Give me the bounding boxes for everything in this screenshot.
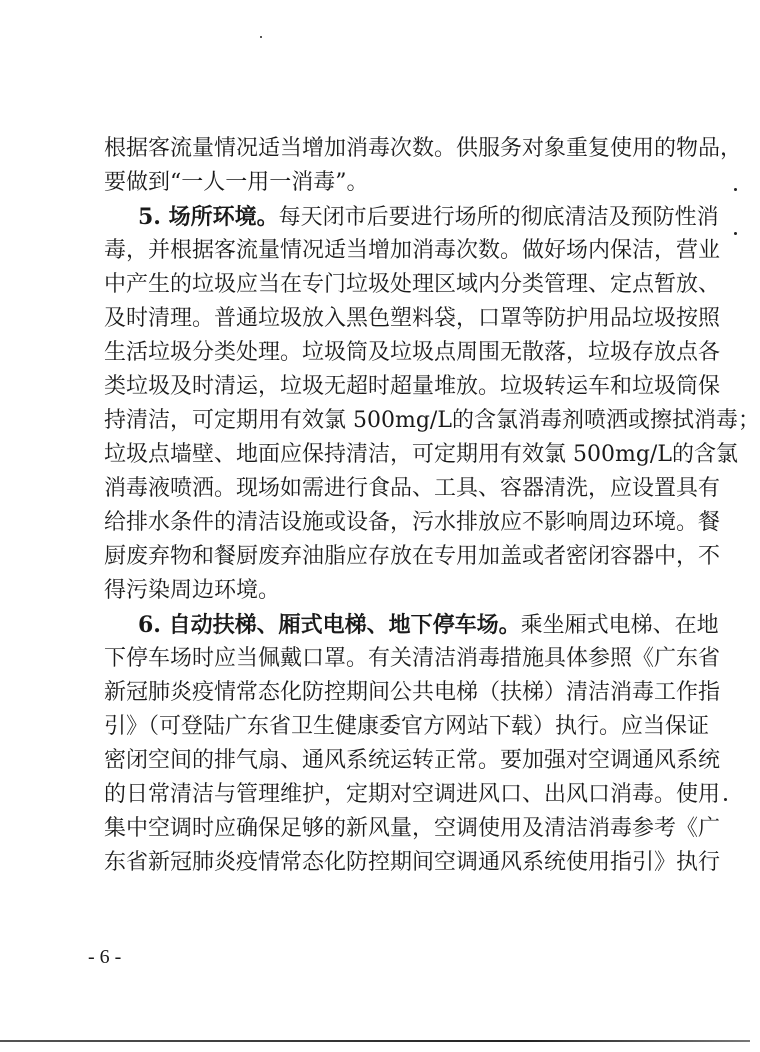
text-line: 及时清理。普通垃圾放入黑色塑料袋，口罩等防护用品垃圾按照	[104, 306, 721, 331]
section-5-heading-line: 5. 场所环境。每天闭市后要进行场所的彻底清洁及预防性消	[138, 204, 719, 230]
text-line: 引》（可登陆广东省卫生健康委官方网站下载）执行。应当保证	[104, 714, 710, 739]
text-line: 消毒液喷洒。现场如需进行食品、工具、容器清洗，应设置具有	[104, 476, 721, 501]
text-line: 生活垃圾分类处理。垃圾筒及垃圾点周围无散落，垃圾存放点各	[104, 340, 721, 365]
text-line: 类垃圾及时清运，垃圾无超时超量堆放。垃圾转运车和垃圾筒保	[104, 374, 721, 399]
text-line: 下停车场时应当佩戴口罩。有关清洁消毒措施具体参照《广东省	[104, 646, 721, 671]
text-line: 垃圾点墙壁、地面应保持清洁，可定期用有效氯 500mg/L的含氯	[104, 442, 738, 467]
scan-speck	[734, 188, 737, 191]
bottom-scan-edge	[0, 1040, 750, 1042]
text-line: 给排水条件的清洁设施或设备，污水排放应不影响周边环境。餐	[104, 510, 721, 535]
text-line: 要做到“一人一用一消毒”。	[104, 170, 369, 195]
scan-speck	[724, 798, 727, 801]
section-6-heading-line: 6. 自动扶梯、厢式电梯、地下停车场。乘坐厢式电梯、在地	[138, 612, 719, 638]
scan-speck	[734, 232, 737, 235]
text-line: 毒，并根据客流量情况适当增加消毒次数。做好场内保洁，营业	[104, 238, 721, 263]
scan-speck	[260, 36, 262, 38]
text-line: 中产生的垃圾应当在专门垃圾处理区域内分类管理、定点暂放、	[104, 272, 721, 297]
section-5-heading: 5. 场所环境。	[138, 204, 279, 230]
text-line: 持清洁，可定期用有效氯 500mg/L的含氯消毒剂喷洒或擦拭消毒；	[104, 408, 760, 433]
text-line: 得污染周边环境。	[104, 578, 281, 603]
section-6-heading: 6. 自动扶梯、厢式电梯、地下停车场。	[138, 612, 521, 638]
text-line: 密闭空间的排气扇、通风系统运转正常。要加强对空调通风系统	[104, 748, 721, 773]
page-number: - 6 -	[88, 946, 122, 968]
text-line: 东省新冠肺炎疫情常态化防控期间空调通风系统使用指引》执行	[104, 850, 721, 875]
text-line: 集中空调时应确保足够的新风量，空调使用及清洁消毒参考《广	[104, 816, 721, 841]
text-line: 厨废弃物和餐厨废弃油脂应存放在专用加盖或者密闭容器中，不	[104, 544, 721, 569]
text-line: 的日常清洁与管理维护，定期对空调进风口、出风口消毒。使用	[104, 782, 721, 807]
text-line: 新冠肺炎疫情常态化防控期间公共电梯（扶梯）清洁消毒工作指	[104, 680, 721, 705]
text-line: 根据客流量情况适当增加消毒次数。供服务对象重复使用的物品，	[104, 136, 743, 161]
